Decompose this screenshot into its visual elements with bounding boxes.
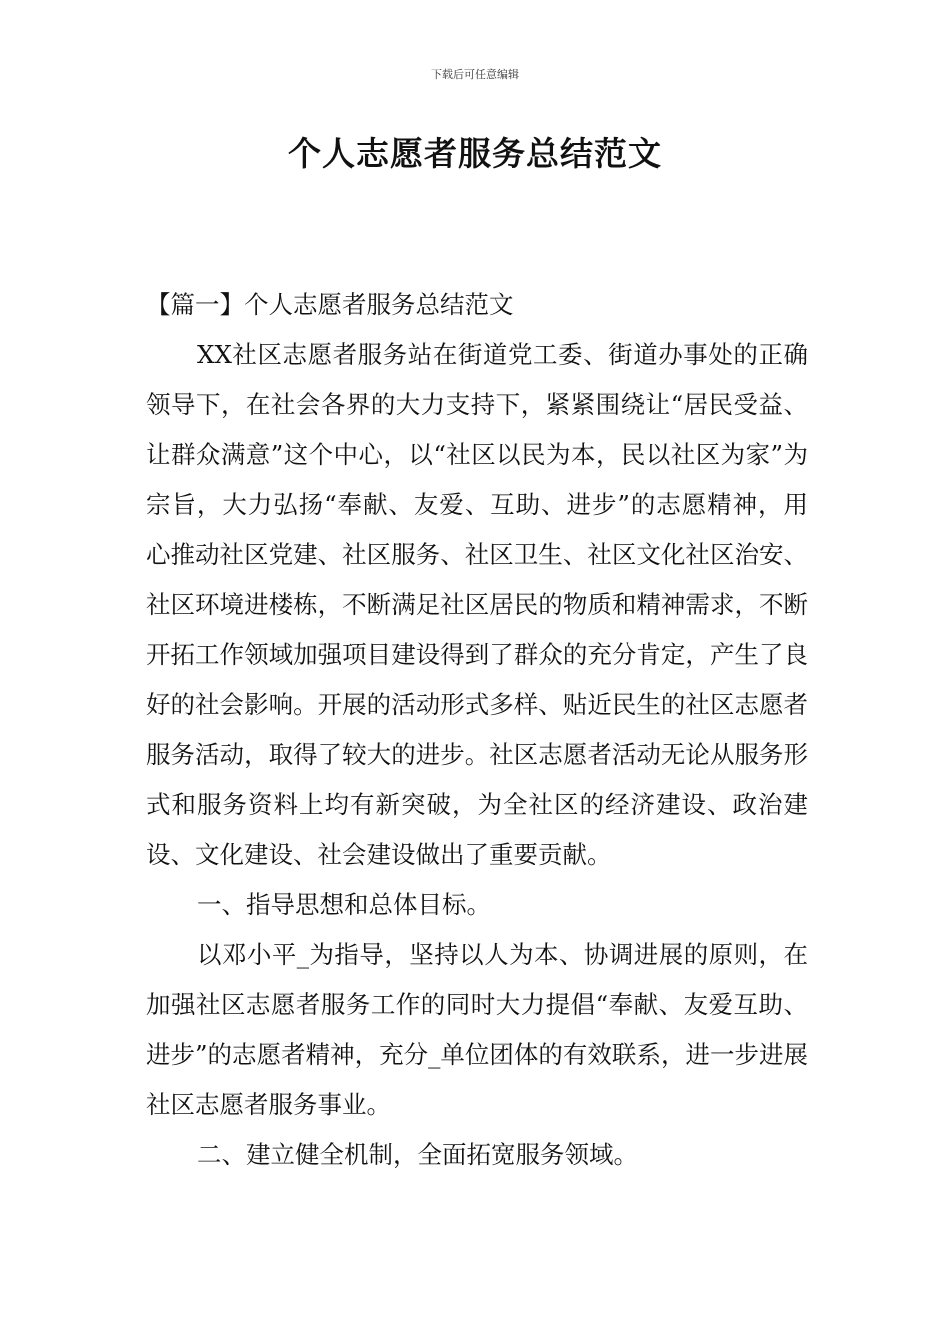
paragraph-intro: XX社区志愿者服务站在街道党工委、街道办事处的正确领导下，在社会各界的大力支持下，紧紧围绕让“居民受益、让群众满意”这个中心，以“社区以民为本，民以社区为家”为宗旨，大力弘扬“奉献、友爱、互助、进步”的志愿精神，用心推动社区党建、社区服务、社区卫生、社区文化社区治安、社区环境进楼栋，不断满足社区居民的物质和精神需求，不断开拓工作领域加强项目建设得到了群众的充分肯定，产生了良好的社会影响。开展的活动形式多样、贴近民生的社区志愿者服务活动，取得了较大的进步。社区志愿者活动无论从服务形式和服务资料上均有新突破，为全社区的经济建设、政治建设、文化建设、社会建设做出了重要贡献。 xyxy=(146,340,808,869)
paragraph-guiding-ideology: 以邓小平_为指导，坚持以人为本、协调进展的原则，在加强社区志愿者服务工作的同时大力提倡“奉献、友爱互助、进步”的志愿者精神，充分_单位团体的有效联系，进一步进展社区志愿者服务事业。 xyxy=(146,940,808,1119)
paragraph-heading-two: 二、建立健全机制，全面拓宽服务领域。 xyxy=(197,1140,638,1169)
document-title: 个人志愿者服务总结范文 xyxy=(288,134,662,173)
document-body xyxy=(146,280,808,1180)
section-heading: 【篇一】个人志愿者服务总结范文 xyxy=(146,290,514,319)
paragraph-heading-one: 一、指导思想和总体目标。 xyxy=(197,890,491,919)
header-note: 下载后可任意编辑 xyxy=(431,68,519,81)
